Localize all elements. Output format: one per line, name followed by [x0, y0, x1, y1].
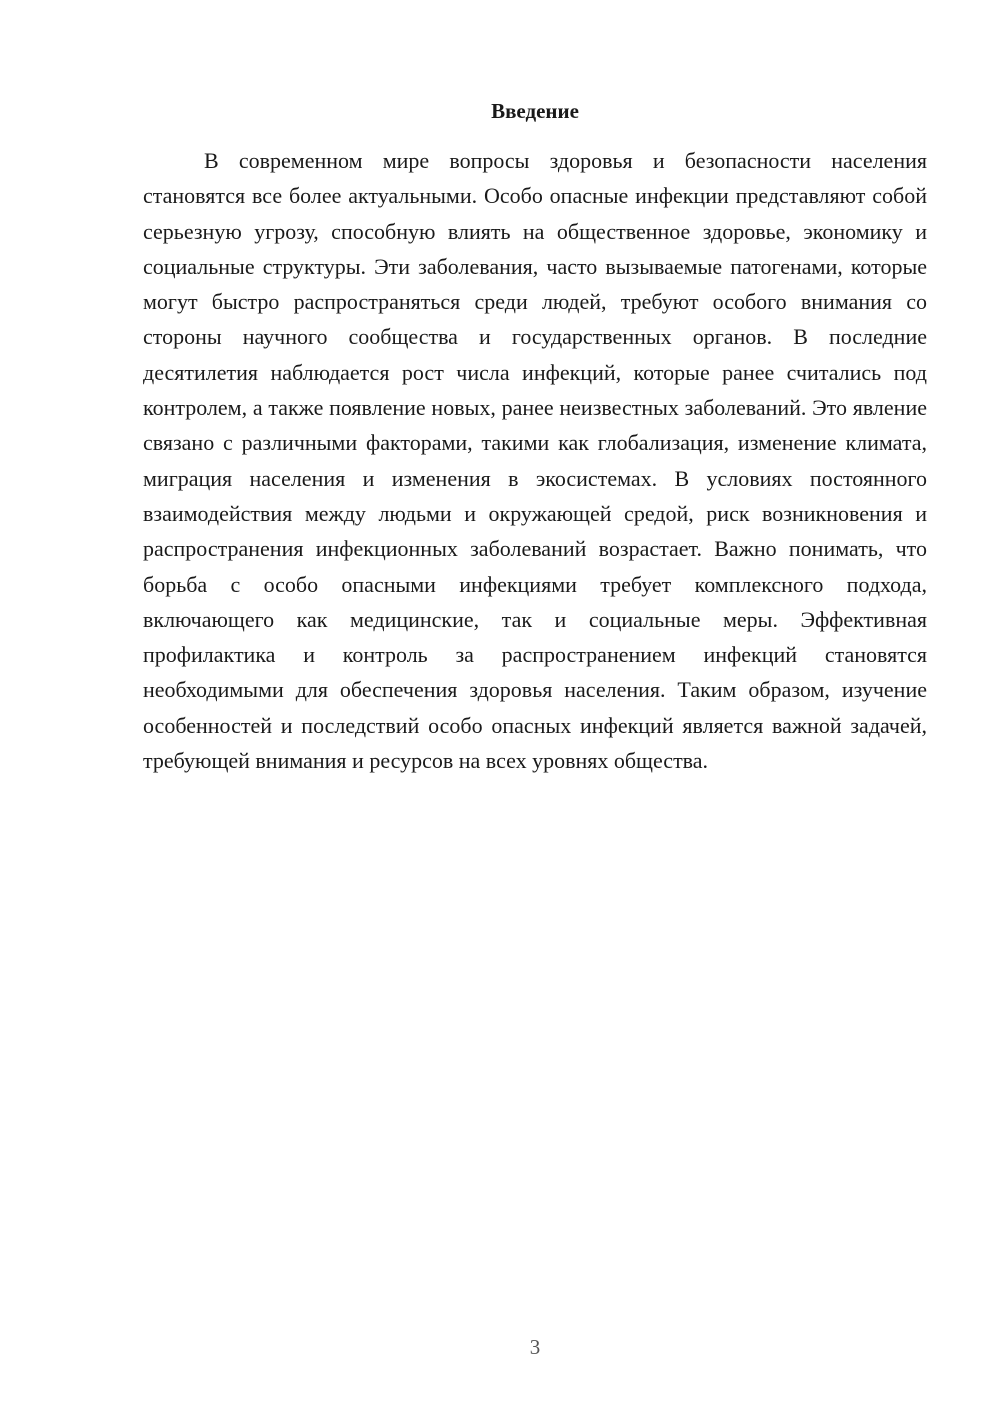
section-title: Введение	[491, 99, 579, 123]
page-number: 3	[529, 1335, 541, 1359]
body-paragraph: В современном мире вопросы здоровья и безопасности населения становятся все более актуальными. Особо опасные инфекции представляют собой серьезную угрозу, способную влиять на общественное здоровье, экономику и социальные структуры. Эти заболевания, часто вызываемые патогенами, которые могут быстро распространяться среди людей, требуют особого внимания со стороны научного сообщества и государственных органов. В последние десятилетия наблюдается рост числа инфекций, которые ранее считались под контролем, а также появление новых, ранее неизвестных заболеваний. Это явление связано с различными факторами, такими как глобализация, изменение климата, миграция населения и изменения в экосистемах. В условиях постоянного взаимодействия между людьми и окружающей средой, риск возникновения и распространения инфекционных заболеваний возрастает. Важно понимать, что борьба с особо опасными инфекциями требует комплексного подхода, включающего как медицинские, так и социальные меры. Эффективная профилактика и контроль за распространением инфекций становятся необходимыми для обеспечения здоровья населения. Таким образом, изучение особенностей и последствий особо опасных инфекций является важной задачей, требующей внимания и ресурсов на всех уровнях общества.	[143, 148, 927, 774]
